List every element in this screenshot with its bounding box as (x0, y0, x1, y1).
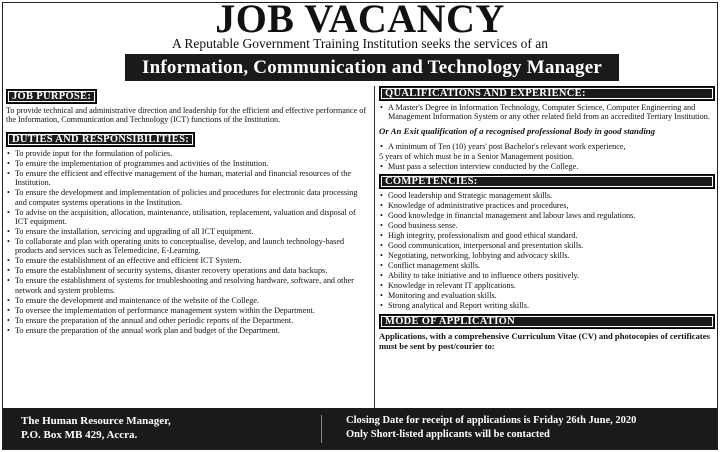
list-item: • To ensure the establishment of systems for troubleshooting and resolving hardware, software, and other network and system problems. (6, 276, 368, 295)
list-item: • Strong analytical and Report writing skills. (379, 301, 715, 310)
list-item: • To oversee the implementation of performance management system within the Department. (6, 306, 368, 315)
list-item: • A Master's Degree in Information Technology, Computer Science, Computer Engineering and Management Information System or any other related field from an accredited Tertiary Institution. (379, 103, 715, 122)
footer-divider (321, 415, 322, 443)
list-item: • To ensure the preparation of the annual and other periodic reports of the Department. (6, 316, 368, 325)
list-item: • To ensure the efficient and effective management of the human, material and financial resources of the Institution. (6, 169, 368, 188)
experience-continuation: 5 years of which must be in a Senior Management position. (379, 151, 574, 161)
list-item: • To ensure the installation, servicing and upgrading of all ICT equipment. (6, 227, 368, 236)
duties-list (6, 149, 368, 335)
qualifications-list (379, 103, 715, 122)
address-line-1: The Human Resource Manager, (21, 415, 171, 427)
list-item: • A minimum of Ten (10) years' post Bachelor's relevant work experience, (379, 142, 715, 151)
list-item: • Knowledge in relevant IT applications. (379, 281, 715, 290)
list-item: • Good communication, interpersonal and presentation skills. (379, 241, 715, 250)
list-item: • To ensure the development and maintenance of the website of the College. (6, 296, 368, 305)
competencies-heading: COMPETENCIES: (379, 174, 715, 189)
mode-of-application-heading: MODE OF APPLICATION (379, 314, 715, 329)
competencies-list (379, 191, 715, 310)
exit-qualification-note: Or An Exit qualification of a recognised professional Body in good standing (379, 125, 656, 136)
footer-bar (3, 408, 717, 449)
job-purpose-heading: JOB PURPOSE: (6, 89, 97, 104)
position-banner: Information, Communication and Technology Manager (125, 54, 619, 81)
page-subtitle: A Reputable Government Training Institution seeks the services of an (171, 36, 549, 51)
postal-address (21, 414, 171, 442)
list-item: • Conflict management skills. (379, 261, 715, 270)
page-title: JOB VACANCY (215, 0, 505, 41)
column-divider (374, 86, 375, 408)
list-item: • To ensure the establishment of an effective and efficient ICT System. (6, 256, 368, 265)
list-item: • Good business sense. (379, 221, 715, 230)
list-item: • Ability to take initiative and to influence others positively. (379, 271, 715, 280)
list-item: • Knowledge of administrative practices and procedures, (379, 201, 715, 210)
list-item: • To ensure the development and implementation of policies and procedures for electronic data processing and computer systems operations in the Institution. (6, 188, 368, 207)
mode-of-application-text: Applications, with a comprehensive Curriculum Vitae (CV) and photocopies of certificates must be sent by post/courier to: (379, 330, 710, 351)
closing-date: Closing Date for receipt of applications is Friday 26th June, 2020 (346, 415, 637, 426)
list-item: • To ensure the implementation of programmes and activities of the Institution. (6, 159, 368, 168)
left-column (6, 86, 368, 336)
list-item: • To ensure the preparation of the annual work plan and budget of the Department. (6, 326, 368, 335)
right-column (379, 86, 715, 351)
list-item: • To ensure the establishment of security systems, disaster recovery operations and data backups. (6, 266, 368, 275)
experience-list (379, 142, 715, 151)
closing-info (346, 414, 636, 442)
list-item: • High integrity, professionalism and good ethical standard. (379, 231, 715, 240)
list-item: • To provide input for the formulation of policies. (6, 149, 368, 158)
list-item: • To collaborate and plan with operating units to conceptualise, develop, and launch technology-based products and services such as Telemedicine, E-Learning. (6, 237, 368, 256)
interview-list (379, 162, 715, 171)
duties-heading: DUTIES AND RESPONSIBILITIES: (6, 132, 195, 147)
address-line-2: P.O. Box MB 429, Accra. (21, 429, 138, 441)
list-item: • Monitoring and evaluation skills. (379, 291, 715, 300)
list-item: • Negotiating, networking, lobbying and advocacy skills. (379, 251, 715, 260)
shortlist-note: Only Short-listed applicants will be contacted (346, 429, 550, 440)
list-item: • Good knowledge in financial management and labour laws and regulations. (379, 211, 715, 220)
job-purpose-text: To provide technical and administrative direction and leadership for the efficient and effective performance of the Information, Communication and Technology (ICT) functions of the Institution. (6, 106, 367, 125)
list-item: • Good leadership and Strategic management skills. (379, 191, 715, 200)
list-item: • Must pass a selection interview conducted by the College. (379, 162, 715, 171)
qualifications-heading: QUALIFICATIONS AND EXPERIENCE: (379, 86, 715, 101)
list-item: • To advise on the acquisition, allocation, maintenance, utilisation, replacement, valuation and disposal of ICT equipment. (6, 208, 368, 227)
